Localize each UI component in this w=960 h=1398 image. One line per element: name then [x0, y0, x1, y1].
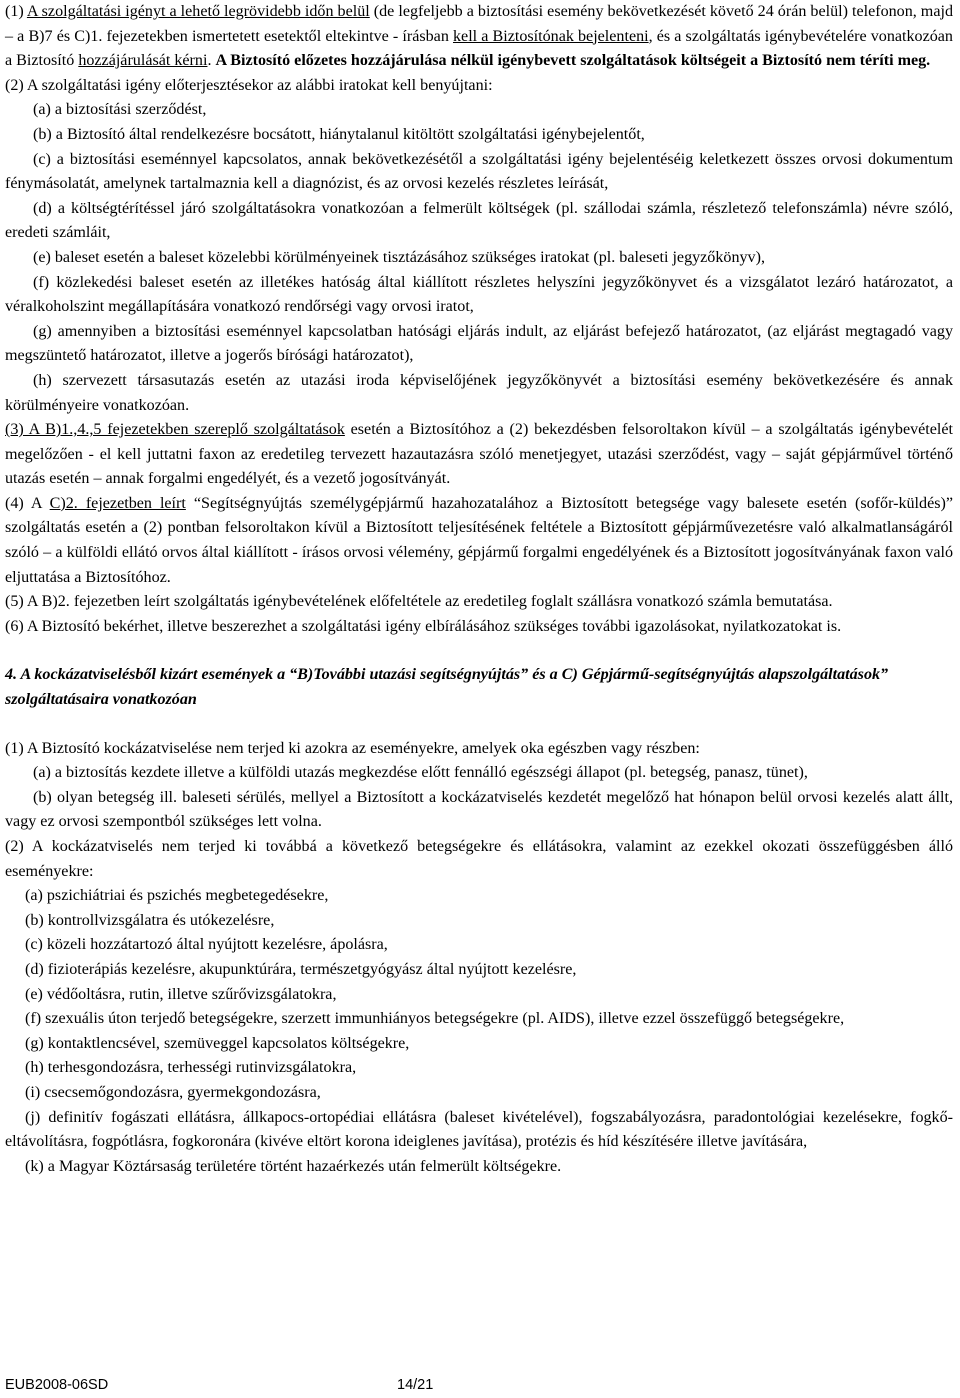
- list-item-text: (d) a költségtérítéssel járó szolgáltatásokra vonatkozóan a felmerült költségek (pl. szállodai számla, részletező telefonszámla) névre szóló, eredeti számláit,: [5, 199, 953, 242]
- list-item: (e) védőoltásra, rutin, illetve szűrővizsgálatokra,: [25, 985, 337, 1003]
- paragraph-number: (1): [5, 3, 27, 20]
- list-item: (a) a biztosítási szerződést,: [33, 101, 207, 119]
- paragraph-4-2-intro: (2) A kockázatviselés nem terjed ki továbbá a következő betegségekre és ellátásokra, valamint az ezekkel okozati összefüggésben álló eseményekre:: [5, 838, 953, 880]
- paragraph-3-2-intro: (2) A szolgáltatási igény előterjesztésekor az alábbi iratokat kell benyújtani:: [5, 76, 493, 94]
- paragraph-4-1-intro: (1) A Biztosító kockázatviselése nem terjed ki azokra az eseményekre, amelyek oka egészben vagy részben:: [5, 739, 700, 757]
- paragraph-3-5: (5) A B)2. fejezetben leírt szolgáltatás igénybevételének előfeltétele az eredetileg foglalt szállásra vonatkozó számla bemutatása.: [5, 593, 833, 611]
- list-item: [5, 320, 953, 369]
- list-item: [5, 197, 953, 246]
- spacer: [5, 639, 953, 663]
- section-heading-4: 4. A kockázatviselésből kizárt események a “B)További utazási segítségnyújtás” és a C) Gépjármű-segítségnyújtás alapszolgáltatások” szolgáltatásaira vonatkozóan: [5, 666, 889, 709]
- list-item: (e) baleset esetén a baleset közelebbi körülményeinek tisztázásához szükséges iratokat (pl. baleseti jegyzőkönyv),: [33, 248, 765, 266]
- body-text: .: [207, 52, 216, 70]
- list-item: [5, 271, 953, 320]
- list-item: [5, 148, 953, 197]
- list-item-text: (a) a biztosítás kezdete illetve a külföldi utazás megkezdése előtt fennálló egészségi állapot (pl. betegség, panasz, tünet),: [33, 764, 808, 782]
- list-item: (i) csecsemőgondozásra, gyermekgondozásra,: [25, 1083, 321, 1101]
- list-item: (d) fizioterápiás kezelésre, akupunktúrára, természetgyógyász által nyújtott kezelésre,: [25, 960, 577, 978]
- paragraph-3-1: [5, 0, 953, 74]
- list-item-text: (b) olyan betegség ill. baleseti sérülés, mellyel a Biztosított a kockázatviselés kezdetét megelőző hat hónapon belül orvosi kezelés alatt állt, vagy ez orvosi szempontból szükséges lett volna.: [5, 788, 953, 831]
- list-item: (c) közeli hozzátartozó által nyújtott kezelésre, ápolásra,: [25, 936, 388, 954]
- bold-text: A Biztosító előzetes hozzájárulása nélkül igénybevett szolgáltatások költségeit a Biztosító nem téríti meg.: [215, 52, 931, 70]
- paragraph-3-3: [5, 418, 953, 492]
- underlined-text: (3) A B)1.,4.,5 fejezetekben szereplő szolgáltatások: [5, 421, 345, 439]
- spacer: [5, 713, 953, 737]
- list-item-text: (g) amennyiben a biztosítási eseménnyel kapcsolatban hatósági eljárás indult, az eljárást befejező határozatot, (az eljárást megtagadó vagy megszüntető határozatot, illetve a jogerős bírósági határozatot),: [5, 322, 953, 365]
- list-item: [5, 1106, 953, 1155]
- list-item: [5, 786, 953, 835]
- list-item-text: (c) a biztosítási eseménnyel kapcsolatos, annak bekövetkezésétől a szolgáltatási igény bejelentéséig keletkezett összes orvosi dokumentum fénymásolatát, amelynek tartalmaznia kell a diagnózist, és az orvosi kezelés részletes leírását,: [5, 150, 953, 193]
- document-code: EUB2008-06SD: [5, 1377, 109, 1393]
- body-text: “Segítségnyújtás személygépjármű hazahozatalához a Biztosított betegsége vagy balesete esetén (sofőr-küldés)” szolgáltatás esetén a (2) pontban felsoroltakon kívül a Biztosított teljesítésének feltétele a Biztosított gépjárművezetésre való alkalmatlanságáról szóló – a külföldi ellátó orvos által kiállított - írásos orvosi vélemény, gépjármű forgalmi engedélyének és a Biztosított jogosítványának faxon való eljuttatása a Biztosítóhoz.: [5, 494, 953, 586]
- list-item-text: (f) szexuális úton terjedő betegségekre, szerzett immunhiányos betegségekre (pl. AIDS), illetve ezzel összefüggő betegségekre,: [25, 1010, 845, 1028]
- underlined-text: A szolgáltatási igényt a lehető legrövidebb időn belül: [26, 3, 370, 20]
- list-item: (a) pszichiátriai és pszichés megbetegedésekre,: [25, 887, 329, 905]
- list-item: [5, 761, 953, 786]
- paragraph-3-4: [5, 492, 953, 590]
- list-item: [5, 1007, 953, 1032]
- body-text: , és a szolgáltatás igénybevételére vonatkozóan a Biztosító: [5, 27, 953, 70]
- list-item: (k) a Magyar Köztársaság területére történt hazaérkezés után felmerült költségekre.: [25, 1157, 562, 1175]
- list-item: (h) terhesgondozásra, terhességi rutinvizsgálatokra,: [25, 1059, 357, 1077]
- list-item-text: (f) közlekedési baleset esetén az illetékes hatóság által kiállított részletes helyszíni jegyzőkönyvet és a vizsgálatot lezáró határozatot, a véralkoholszint megállapítására vonatkozó rendőrségi vagy orvosi iratot,: [5, 273, 953, 316]
- list-item-text: (h) szervezett társasutazás esetén az utazási iroda képviselőjének jegyzőkönyvét a biztosítási esemény bekövetkezésére és annak körülményeire vonatkozóan.: [5, 371, 953, 414]
- list-item: [5, 369, 953, 418]
- list-item: (g) kontaktlencsével, szemüveggel kapcsolatos költségekre,: [25, 1034, 410, 1052]
- underlined-text: kell a Biztosítónak bejelenteni: [453, 27, 649, 45]
- list-item-text: (j) definitív fogászati ellátásra, állkapocs-ortopédiai ellátásra (baleset kivételével), fogszabályozásra, paradontológiai kezelésekre, fogkő-eltávolításra, fogpótlásra, fogkoronára (kivéve eltört korona ideiglenes javítása), protézis és híd készítésére illetve javítására,: [5, 1108, 953, 1151]
- body-text: (de legfeljebb a biztosítási esemény bekövetkezését követő 24 órán belül) telefonon, majd – a B)7 és C)1. fejezetekben ismertetett esetektől eltekintve - írásban: [5, 3, 953, 45]
- paragraph-3-6: (6) A Biztosító bekérhet, illetve beszerezhet a szolgáltatási igény elbírálásához szükséges további igazolásokat, nyilatkozatokat is.: [5, 617, 842, 635]
- list-item: (b) kontrollvizsgálatra és utókezelésre,: [25, 911, 275, 929]
- body-text: esetén a Biztosítóhoz a (2) bekezdésben felsoroltakon kívül – a szolgáltatás igénybevételét megelőzően - el kell juttatni faxon az eredetileg tervezett hazautazásra szóló menetjegyet, utazási szerződést, vagy – saját gépjárművel történő utazás esetén – annak forgalmi engedélyét, és a vezető jogosítványát.: [5, 421, 954, 488]
- underlined-text: C)2. fejezetben leírt: [49, 494, 186, 512]
- list-item: (b) a Biztosító által rendelkezésre bocsátott, hiánytalanul kitöltött szolgáltatási igénybejelentőt,: [33, 125, 645, 143]
- underlined-text: hozzájárulását kérni: [78, 52, 208, 70]
- page-number: 14/21: [397, 1377, 434, 1393]
- body-text: (4) A: [5, 494, 50, 512]
- document-page: [5, 0, 953, 1179]
